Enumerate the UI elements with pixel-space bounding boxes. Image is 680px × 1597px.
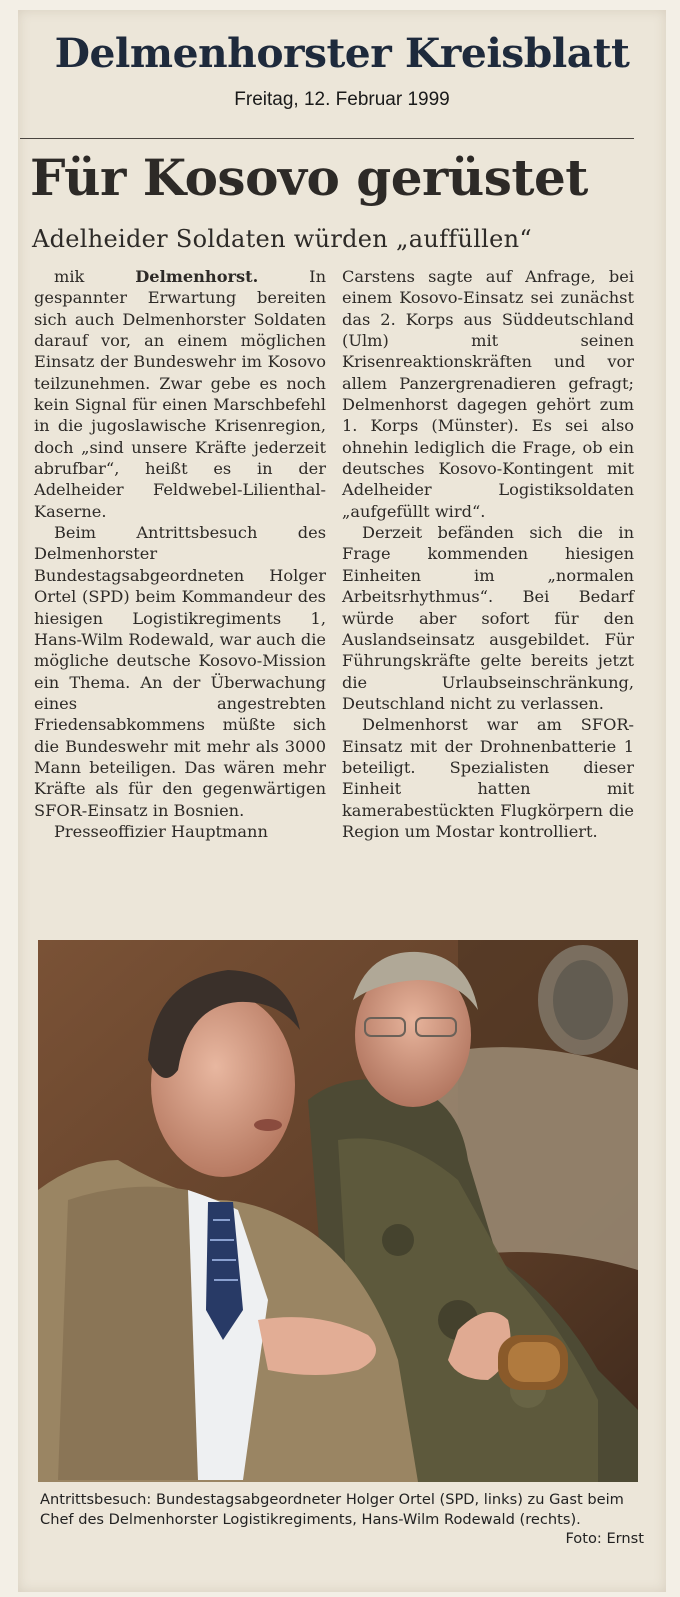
article-paragraph: Presseoffizier Hauptmann — [54, 821, 268, 841]
photo-credit: Foto: Ernst — [565, 1530, 644, 1547]
article-column-left — [34, 266, 326, 842]
article-paragraph-text: In gespannter Erwartung bereiten sich auch Delmenhorster Soldaten darauf vor, an einem möglichen Einsatz der Bundeswehr im Kosovo teilzunehmen. Zwar gebe es noch kein Signal für einen Marschbefehl in die jugoslawische Krisenregion, doch „sind unsere Kräfte jederzeit abrufbar“, heißt es in der Adelheider Feldwebel-Lilienthal-Kaserne. — [34, 267, 326, 521]
article-photo — [38, 940, 638, 1482]
article-paragraph: Carstens sagte auf Anfrage, bei einem Kosovo-Einsatz sei zunächst das 2. Korps aus Süddeutschland (Ulm) mit seinen Krisenreaktionskräften und vor allem Panzergrenadieren gefragt; Delmenhorst dagegen gehört zum 1. Korps (Münster). Es sei also ohnehin lediglich die Frage, ob ein deutsches Kosovo-Kontingent mit Adelheider Logistiksoldaten „aufgefüllt wird“. — [342, 267, 634, 521]
author-byline: mik — [54, 267, 85, 286]
newspaper-name: Delmenhorster Kreisblatt — [54, 30, 630, 77]
photo-illustration — [38, 940, 638, 1482]
article-paragraph — [34, 266, 326, 522]
article-paragraph: Beim Antrittsbesuch des Delmenhorster Bundestagsabgeordneten Holger Ortel (SPD) beim Kommandeur des hiesigen Logistikregiments 1, Hans-Wilm Rodewald, war auch die mögliche deutsche Kosovo-Mission ein Thema. An der Überwachung eines angestrebten Friedensabkommens müßte sich die Bundeswehr mit mehr als 3000 Mann beteiligen. Das wären mehr Kräfte als für den gegenwärtigen SFOR-Einsatz in Bosnien. — [34, 523, 326, 820]
publication-date: Freitag, 12. Februar 1999 — [234, 89, 450, 110]
masthead — [18, 18, 666, 111]
article-dateline: Delmenhorst. — [135, 267, 259, 286]
photo-caption: Antrittsbesuch: Bundestagsabgeordneter Holger Ortel (SPD, links) zu Gast beim Chef des Delmenhorster Logistikregiments, Hans-Wilm Rodewald (rechts). — [40, 1491, 624, 1528]
article-headline: Für Kosovo gerüstet — [30, 148, 588, 207]
article-paragraph: Delmenhorst war am SFOR-Einsatz mit der Drohnenbatterie 1 beteiligt. Spezialisten dieser Einheit hatten mit kamerabestückten Flugkörpern die Region um Mostar kontrolliert. — [342, 715, 634, 841]
article-subheadline: Adelheider Soldaten würden „auffüllen“ — [32, 225, 532, 253]
article-column-right — [342, 266, 634, 842]
article-paragraph: Derzeit befänden sich die in Frage kommenden hiesigen Einheiten im „normalen Arbeitsrhythmus“. Bei Bedarf würde aber sofort für den Auslandseinsatz ausgebildet. Für Führungskräfte gelte bereits jetzt die Urlaubseinschränkung, Deutschland nicht zu verlassen. — [342, 523, 634, 713]
masthead-divider — [20, 138, 634, 139]
